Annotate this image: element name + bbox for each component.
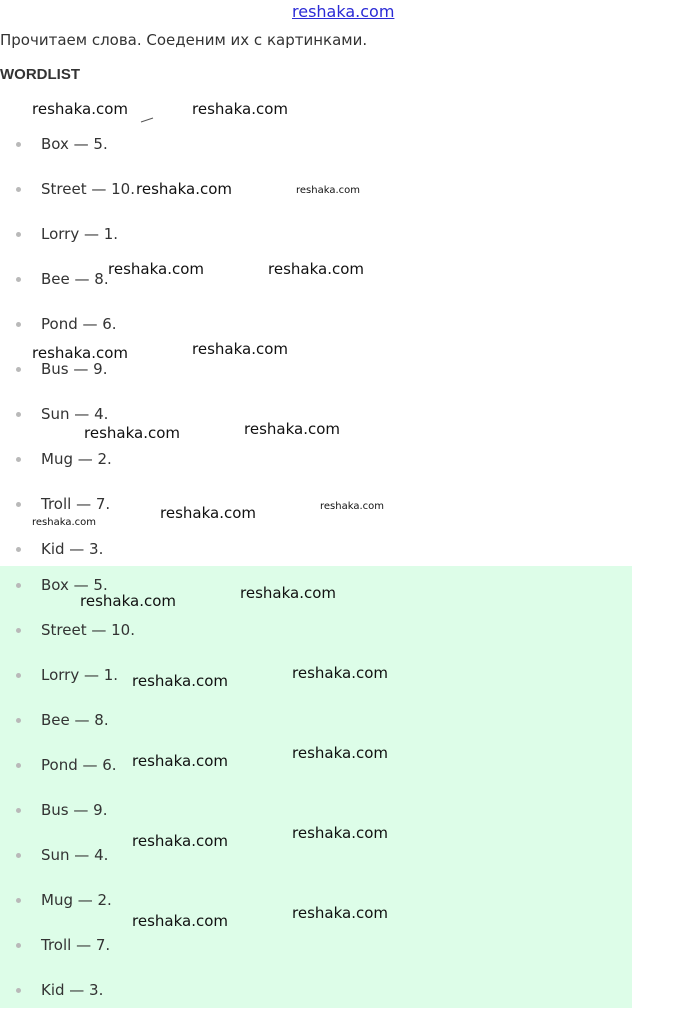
list-item: Pond — 6. <box>0 302 680 347</box>
watermark: reshaka.com <box>32 100 128 118</box>
watermark: reshaka.com <box>292 744 388 762</box>
list-item: Street — 10. <box>0 167 680 212</box>
list-item: Street — 10. <box>0 608 632 653</box>
list-item: Bee — 8. <box>0 698 632 743</box>
list-item: Sun — 4. <box>0 392 680 437</box>
watermark: reshaka.com <box>292 664 388 682</box>
list-item: Bee — 8. <box>0 257 680 302</box>
bullet-icon <box>16 988 21 993</box>
bullet-icon <box>16 412 21 417</box>
bullet-icon <box>16 673 21 678</box>
watermark: reshaka.com <box>132 912 228 930</box>
watermark: reshaka.com <box>132 832 228 850</box>
list-item: Troll — 7. <box>0 482 680 527</box>
list-item: Mug — 2. <box>0 878 632 923</box>
list-item: Pond — 6. <box>0 743 632 788</box>
list-item: Box — 5. <box>0 563 632 608</box>
watermark: reshaka.com <box>32 344 128 362</box>
list-item: Kid — 3. <box>0 527 680 572</box>
watermark: reshaka.com <box>240 584 336 602</box>
watermark: reshaka.com <box>32 517 96 528</box>
list-item: Lorry — 1. <box>0 212 680 257</box>
watermark: reshaka.com <box>84 424 180 442</box>
bullet-icon <box>16 187 21 192</box>
wordlist-highlighted <box>0 563 632 1013</box>
bullet-icon <box>16 943 21 948</box>
watermark: reshaka.com <box>296 185 360 196</box>
list-item: Sun — 4. <box>0 833 632 878</box>
watermark: reshaka.com <box>80 592 176 610</box>
watermark: reshaka.com <box>136 180 232 198</box>
list-item: Bus — 9. <box>0 788 632 833</box>
list-item: Box — 5. <box>0 122 680 167</box>
list-item: Mug — 2. <box>0 437 680 482</box>
bullet-icon <box>16 322 21 327</box>
bullet-icon <box>16 853 21 858</box>
bullet-icon <box>16 808 21 813</box>
watermark: reshaka.com <box>244 420 340 438</box>
watermark: reshaka.com <box>192 340 288 358</box>
watermark: reshaka.com <box>108 260 204 278</box>
bullet-icon <box>16 457 21 462</box>
bullet-icon <box>16 547 21 552</box>
watermark: reshaka.com <box>160 504 256 522</box>
bullet-icon <box>16 367 21 372</box>
watermark: reshaka.com <box>292 904 388 922</box>
bullet-icon <box>16 718 21 723</box>
list-item: Kid — 3. <box>0 968 632 1013</box>
site-link[interactable]: reshaka.com <box>292 2 395 21</box>
intro-text: Прочитаем слова. Соеденим их с картинками. <box>0 31 368 49</box>
bullet-icon <box>16 232 21 237</box>
bullet-icon <box>16 898 21 903</box>
bullet-icon <box>16 628 21 633</box>
bullet-icon <box>16 277 21 282</box>
bullet-icon <box>16 763 21 768</box>
bullet-icon <box>16 502 21 507</box>
watermark: reshaka.com <box>268 260 364 278</box>
watermark: reshaka.com <box>132 752 228 770</box>
bullet-icon <box>16 142 21 147</box>
list-item: Bus — 9. <box>0 347 680 392</box>
list-item: Lorry — 1. <box>0 653 632 698</box>
watermark: reshaka.com <box>192 100 288 118</box>
watermark: reshaka.com <box>292 824 388 842</box>
wordlist-heading: WORDLIST <box>0 66 80 83</box>
watermark: reshaka.com <box>132 672 228 690</box>
list-item: Troll — 7. <box>0 923 632 968</box>
watermark: reshaka.com <box>320 501 384 512</box>
bullet-icon <box>16 583 21 588</box>
